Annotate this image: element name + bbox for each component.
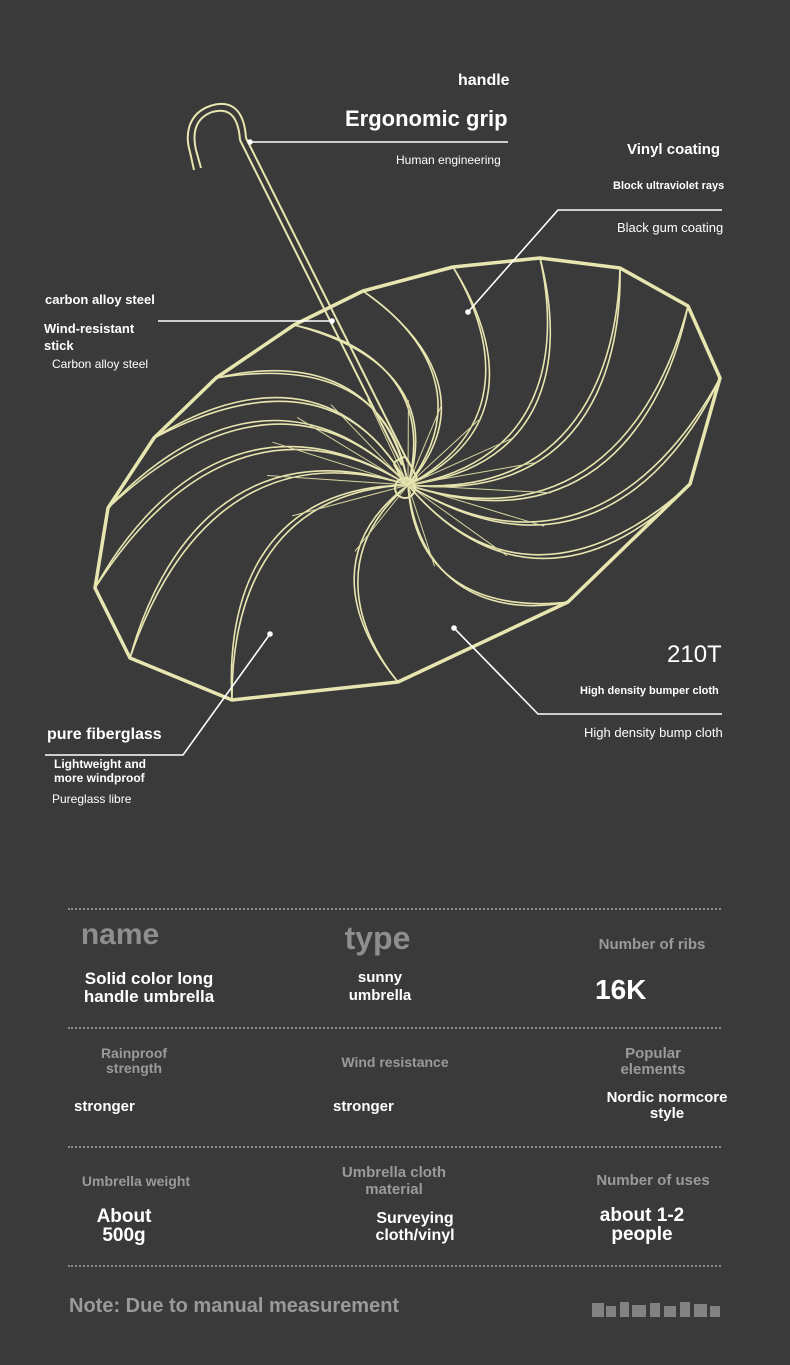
spec-value-cloth: Surveying cloth/vinyl <box>375 1210 455 1244</box>
spec-label-wind: Wind resistance <box>341 1054 449 1070</box>
umbrella-stretcher <box>355 485 408 551</box>
umbrella-rib <box>358 485 408 682</box>
ribs-sub1: Lightweight and more windproof <box>54 757 146 785</box>
cloth-sub1: High density bumper cloth <box>580 685 719 697</box>
umbrella-stretcher <box>368 399 408 485</box>
spec-value-wind: stronger <box>333 1098 394 1115</box>
spec-divider <box>68 1146 721 1148</box>
spec-label-type: type <box>344 920 411 956</box>
umbrella-stretcher <box>267 475 408 485</box>
spec-label-cloth: Umbrella cloth material <box>341 1164 447 1198</box>
spec-divider <box>68 908 721 910</box>
umbrella-rib <box>95 447 408 588</box>
umbrella-rib <box>408 268 620 486</box>
coating-title: Vinyl coating <box>627 141 721 158</box>
ribs-sub2: Pureglass libre <box>52 792 132 806</box>
handle-title: handle <box>458 72 510 89</box>
umbrella-rib <box>408 267 489 485</box>
spec-label-uses: Number of uses <box>596 1172 710 1189</box>
umbrella-rib <box>408 378 720 525</box>
umbrella-rib <box>408 258 550 485</box>
spec-label-weight: Umbrella weight <box>81 1173 191 1189</box>
coating-sub1: Block ultraviolet rays <box>613 180 725 192</box>
cloth-main-label: 210T <box>667 641 722 668</box>
spec-value-ribs: 16K <box>595 974 647 1005</box>
umbrella-stretcher <box>408 420 479 485</box>
umbrella-rib <box>408 485 568 604</box>
umbrella-rib <box>408 267 486 485</box>
umbrella-handle-hook <box>188 104 246 170</box>
spec-divider <box>68 1265 721 1267</box>
spec-value-weight: About 500g <box>96 1206 152 1246</box>
umbrella-rib <box>108 421 408 508</box>
umbrella-rib <box>231 485 408 700</box>
handle-main-label: Ergonomic grip <box>345 106 508 131</box>
spec-label-ribs: Number of ribs <box>598 936 706 953</box>
spec-value-uses: about 1-2 people <box>599 1205 685 1245</box>
spec-value-rainproof: stronger <box>74 1098 135 1115</box>
stick-main-label: Wind-resistant stick <box>44 321 135 353</box>
coating-sub2: Black gum coating <box>617 220 724 235</box>
handle-sub-label: Human engineering <box>396 153 501 167</box>
ribs-main-label: pure fiberglass <box>47 726 162 743</box>
cloth-sub2: High density bump cloth <box>584 725 723 740</box>
spec-value-type: sunny umbrella <box>348 969 412 1004</box>
spec-value-popular: Nordic normcore style <box>606 1089 728 1122</box>
spec-divider <box>68 1027 721 1029</box>
spec-label-rainproof: Rainproof strength <box>100 1045 168 1076</box>
spec-label-popular: Popular elements <box>620 1045 686 1078</box>
stick-title: carbon alloy steel <box>45 292 155 307</box>
measurement-note: Note: Due to manual measurement <box>69 1295 400 1317</box>
umbrella-rib <box>408 268 620 487</box>
blurred-watermark <box>590 1298 725 1322</box>
spec-label-name: name <box>80 918 160 951</box>
stick-sub-label: Carbon alloy steel <box>52 357 149 371</box>
spec-value-name: Solid color long handle umbrella <box>83 969 215 1006</box>
